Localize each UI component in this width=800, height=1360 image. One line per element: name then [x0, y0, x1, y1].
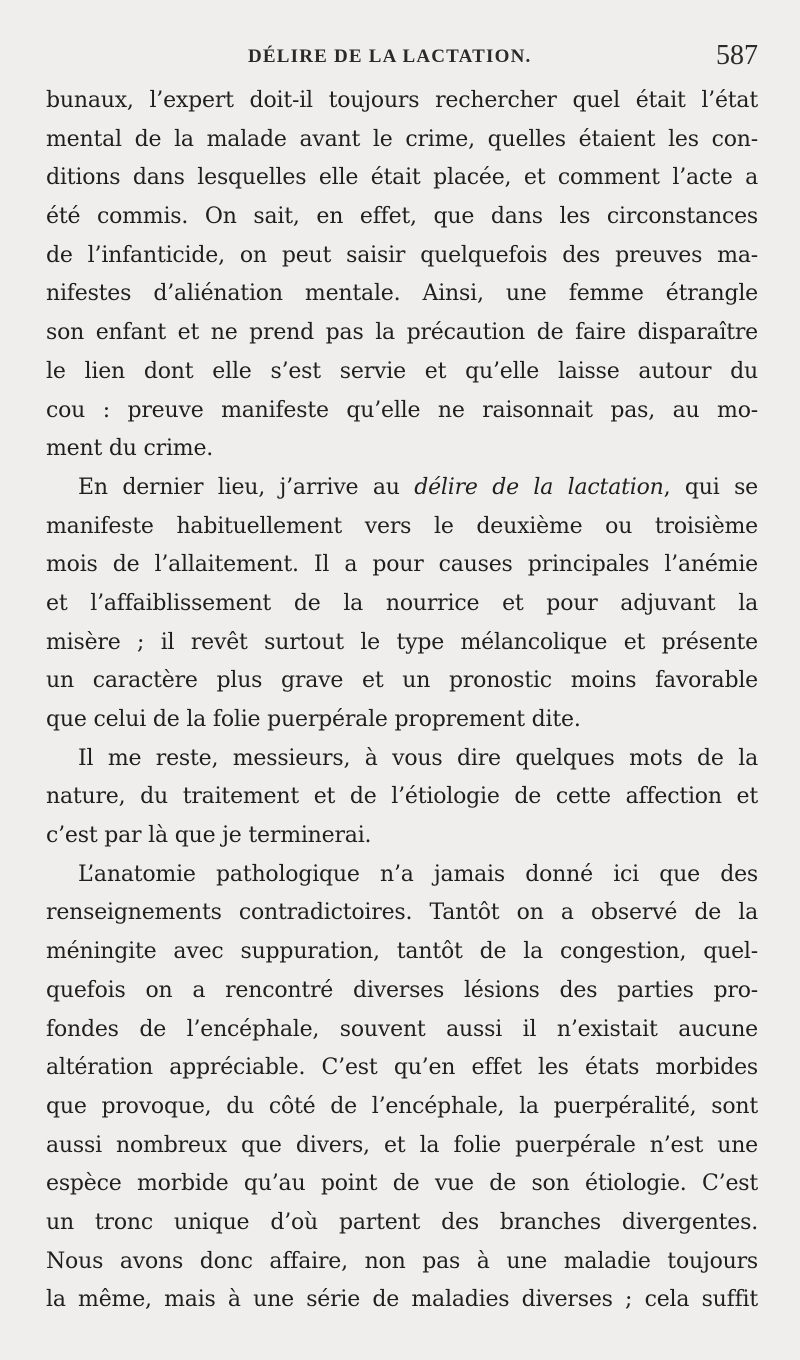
text-line: altération appréciable. C’est qu’en effet les états morbides	[46, 1055, 758, 1081]
text-line: manifeste habituellement vers le deuxième ou troisième	[46, 513, 758, 539]
text-line: bunaux, l’expert doit-il toujours rechercher quel était l’état	[46, 88, 758, 113]
running-head	[0, 40, 800, 76]
text-line: un tronc unique d’où partent des branches divergentes.	[46, 1209, 758, 1235]
text-line: nature, du traitement et de l’étiologie de cette affection et	[46, 784, 758, 810]
page-number: 587	[716, 40, 758, 71]
text-run: , qui se	[663, 474, 758, 500]
italic-term: délire de la lactation	[414, 474, 664, 500]
text-line: Nous avons donc affaire, non pas à une maladie toujours	[46, 1248, 758, 1274]
text-line: mois de l’allaitement. Il a pour causes principales l’anémie	[46, 552, 758, 578]
text-line: misère ; il revêt surtout le type mélancolique et présente	[46, 629, 758, 655]
text-run: En dernier lieu, j’arrive au	[78, 474, 415, 500]
text-line: c’est par là que je terminerai.	[46, 823, 372, 849]
text-line: son enfant et ne prend pas la précaution de faire disparaître	[46, 320, 758, 346]
text-line: quefois on a rencontré diverses lésions des parties pro-	[46, 977, 758, 1003]
text-line: et l’affaiblissement de la nourrice et pour adjuvant la	[46, 590, 758, 616]
text-line: cou : preuve manifeste qu’elle ne raisonnait pas, au mo-	[46, 397, 758, 423]
text-line: espèce morbide qu’au point de vue de son étiologie. C’est	[46, 1171, 758, 1197]
body-text	[46, 82, 758, 1320]
text-line: de l’infanticide, on peut saisir quelquefois des preuves ma-	[46, 242, 758, 268]
text-line: mental de la malade avant le crime, quelles étaient les con-	[46, 126, 758, 152]
text-line	[46, 469, 758, 508]
text-line: méningite avec suppuration, tantôt de la congestion, quel-	[46, 939, 758, 965]
text-line: aussi nombreux que divers, et la folie puerpérale n’est une	[46, 1132, 758, 1158]
running-title: DÉLIRE DE LA LACTATION.	[248, 46, 532, 67]
text-line: que provoque, du côté de l’encéphale, la puerpéralité, sont	[46, 1093, 758, 1119]
text-line: Il me reste, messieurs, à vous dire quelques mots de la	[78, 745, 758, 771]
text-line: la même, mais à une série de maladies diverses ; cela suffit	[46, 1287, 758, 1313]
text-line: nifestes d’aliénation mentale. Ainsi, une femme étrangle	[46, 281, 758, 307]
text-line: un caractère plus grave et un pronostic moins favorable	[46, 668, 758, 694]
text-line: L’anatomie pathologique n’a jamais donné ici que des	[78, 861, 758, 887]
text-line: renseignements contradictoires. Tantôt on a observé de la	[46, 900, 758, 926]
text-line: le lien dont elle s’est servie et qu’elle laisse autour du	[46, 358, 758, 384]
text-line: été commis. On sait, en effet, que dans les circonstances	[46, 204, 758, 230]
text-line: ment du crime.	[46, 436, 214, 462]
text-line: ditions dans lesquelles elle était placée, et comment l’acte a	[46, 165, 758, 191]
text-line: fondes de l’encéphale, souvent aussi il n’existait aucune	[46, 1016, 758, 1042]
text-line: que celui de la folie puerpérale proprement dite.	[46, 707, 581, 732]
